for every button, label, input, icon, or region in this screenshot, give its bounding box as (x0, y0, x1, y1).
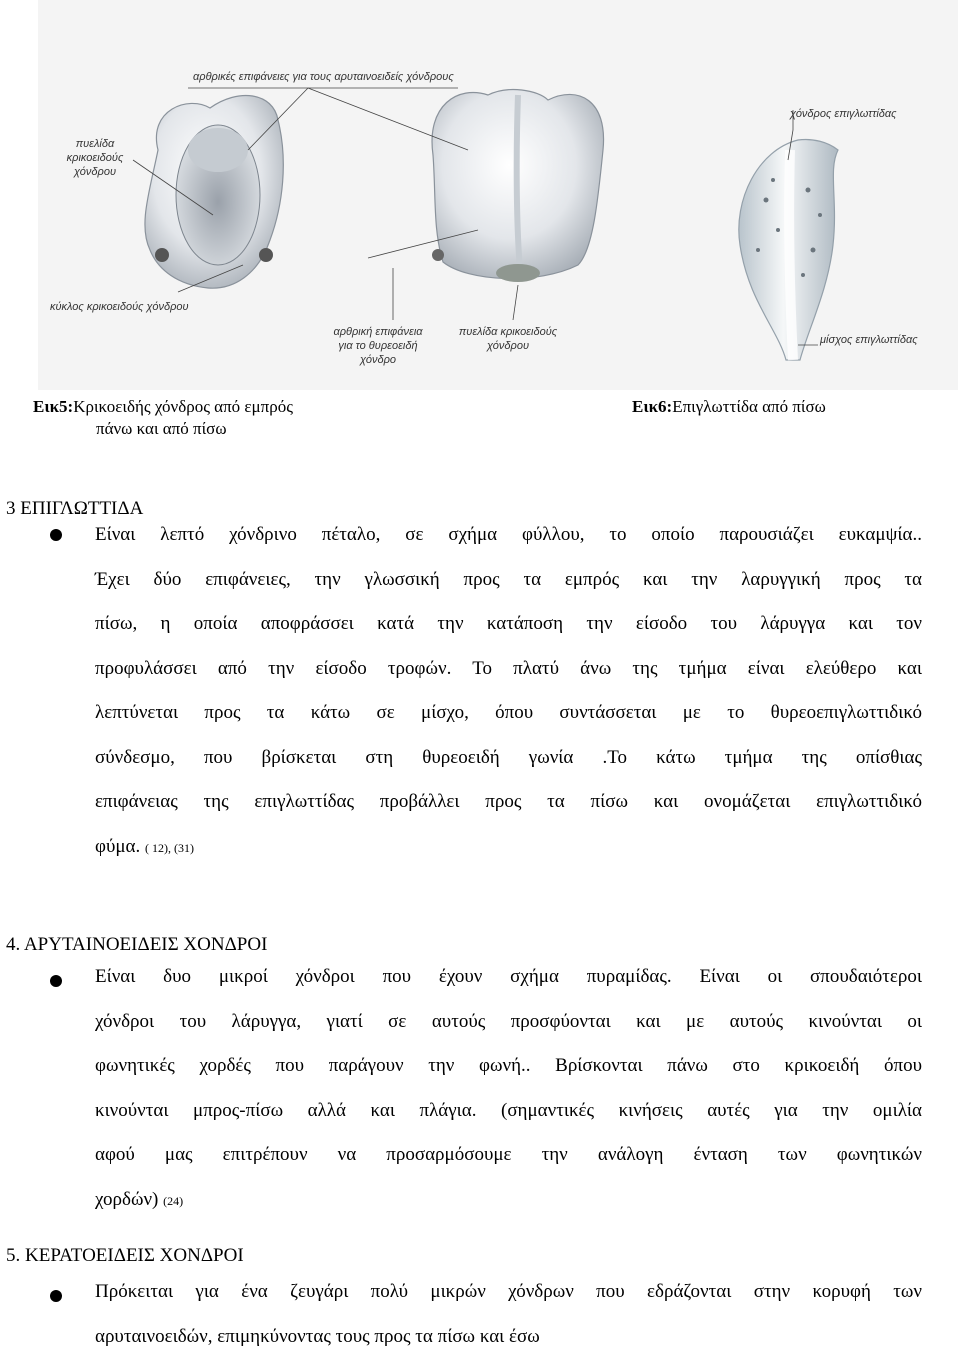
caption-figure-5: Εικ5:Κρικοειδής χόνδρος από εμπρός (33, 397, 293, 416)
cricoid-cartilage-back-illustration (432, 90, 604, 282)
label-lamina-cricoid: πυελίδα κρικοειδούς χόνδρου (458, 326, 558, 352)
reference-citation: ( 12), (31) (145, 840, 194, 855)
label-cricoid-lamina: πυελίδα κρικοειδούς χόνδρου (66, 138, 124, 178)
caption-figure-6: Εικ6:Επιγλωττίδα από πίσω (632, 397, 826, 416)
label-epiglottis-stalk: μίσχος επιγλωττίδας (820, 334, 918, 346)
heading-corniculate: 5. ΚΕΡΑΤΟΕΙΔΕΙΣ ΧΟΝΔΡΟΙ (6, 1245, 244, 1266)
reference-citation: (24) (163, 1193, 184, 1208)
epiglottis-paragraph: Είναι λεπτό χόνδρινο πέταλο, σε σχήμα φύλλου, το οποίο παρουσιάζει ευκαμψία.. Έχει δύο επιφάνειες, την γλωσσική προς τα εμπρός και την λαρυγγική προς τα πίσω, η οποία αποφράσσει κατά την κατάποση την είσοδο του λάρυγγα και τον προφυλάσσει από την είσοδο τροφών. Το πλατύ άνω της τμήμα είναι ελεύθερο και λεπτύνεται προς τα κάτω σε μίσχο, όπου συντάσσεται με το θυρεοεπιγλωττιδικό σύνδεσμο, που βρίσκεται στη θυρεοειδή γωνία .Το κάτω τμήμα της οπίσθιας επιφάνειας της επιγλωττίδας προβάλλει προς τα πίσω και ονομάζεται επιγλωττιδικό φύμα. ( 12), (31) (95, 524, 922, 857)
label-articular-arytenoid: αρθρικές επιφάνειες για τους αρυταινοειδείς χόνδρους (193, 71, 454, 83)
bullet-icon (50, 529, 62, 541)
bullet-icon (50, 975, 62, 987)
corniculate-paragraph: Πρόκειται για ένα ζευγάρι πολύ μικρών χόνδρων που εδράζονται στην κορυφή των αρυταινοειδών, επιμηκύνοντας τους προς τα πίσω και έσω (95, 1281, 922, 1347)
heading-arytenoid: 4. ΑΡΥΤΑΙΝΟΕΙΔΕΙΣ ΧΟΝΔΡΟΙ (6, 934, 268, 955)
cricoid-cartilage-front-illustration (145, 96, 283, 289)
bullet-icon (50, 1290, 62, 1302)
caption-figure-5-line-2: πάνω και από πίσω (96, 419, 227, 438)
heading-epiglottis: 3 ΕΠΙΓΛΩΤΤΙΔΑ (6, 498, 144, 519)
label-articular-thyroid: αρθρική επιφάνεια για το θυρεοειδή χόνδρο (333, 326, 423, 366)
epiglottis-illustration (739, 139, 838, 360)
arytenoid-paragraph: Είναι δυο μικροί χόνδροι που έχουν σχήμα πυραμίδας. Είναι οι σπουδαιότεροι χόνδροι του λάρυγγα, γιατί σε αυτούς προσφύονται και με αυτούς κινούνται οι φωνητικές χορδές που παράγουν την φωνή.. Βρίσκονται πάνω στο κρικοειδή όπου κινούνται μπρος-πίσω αλλά και πλάγια. (σημαντικές κινήσεις αυτές για την ομιλία αφού μας επιτρέπουν να προσαρμόσουμε την ανάλογη ένταση των φωνητικών χορδών) (24) (95, 966, 922, 1210)
anatomy-figure (38, 0, 958, 390)
label-cricoid-ring: κύκλος κρικοειδούς χόνδρου (50, 301, 189, 313)
label-epiglottis-cartilage: χόνδρος επιγλωττίδας (790, 108, 897, 120)
